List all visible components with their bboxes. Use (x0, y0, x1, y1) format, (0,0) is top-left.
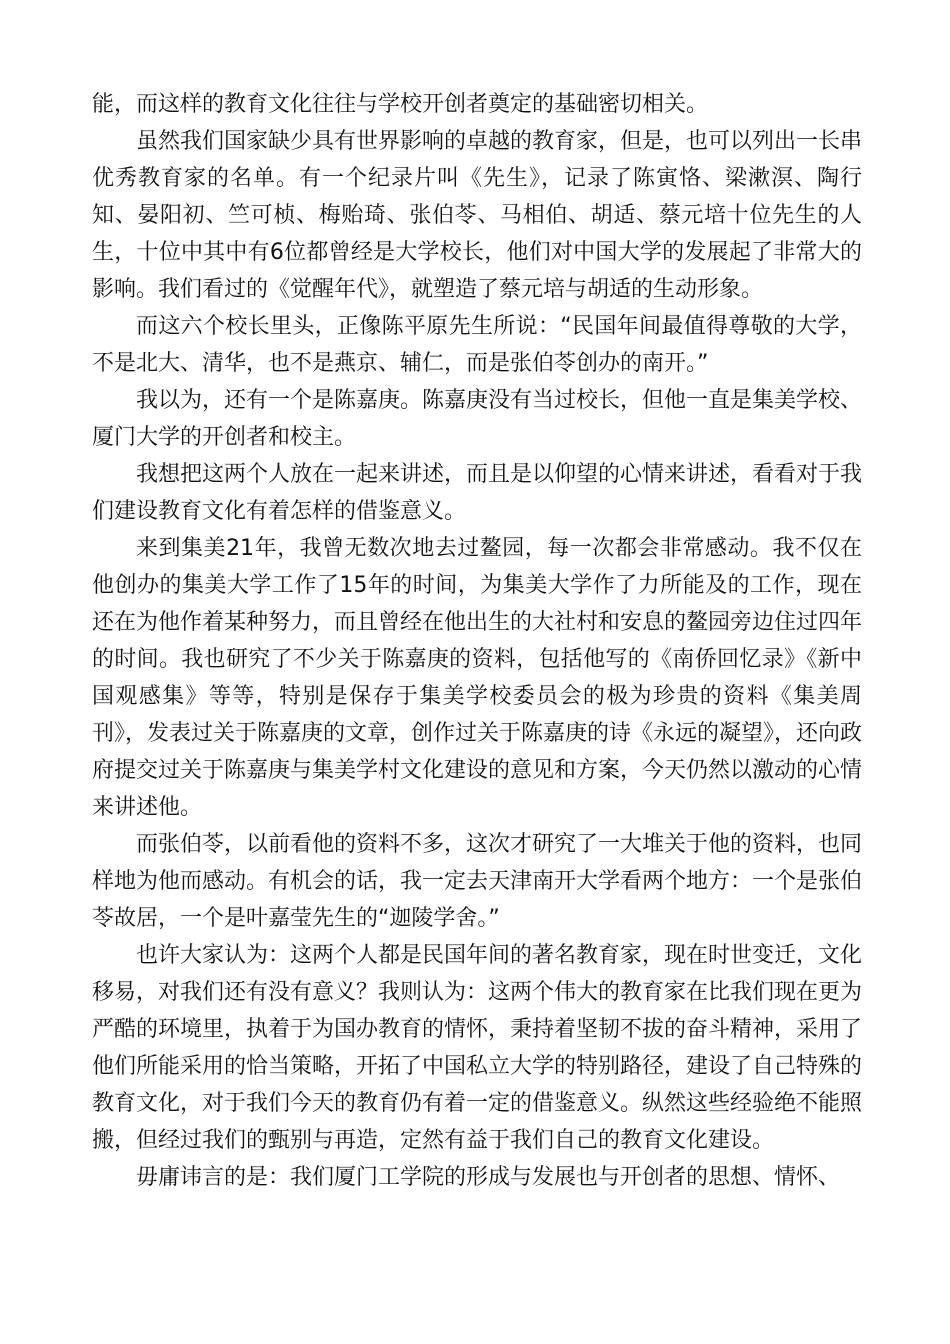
paragraph: 而这六个校长里头，正像陈平原先生所说：“民国年间最值得尊敬的大学，不是北大、清华，也不是燕京、辅仁，而是张伯苓创办的南开。” (92, 314, 862, 376)
paragraph: 虽然我们国家缺少具有世界影响的卓越的教育家，但是，也可以列出一长串优秀教育家的名单。有一个纪录片叫《先生》，记录了陈寅恪、梁漱溟、陶行知、晏阳初、竺可桢、梅贻琦、张伯苓、马相伯、胡适、蔡元培十位先生的人生，十位中其中有6位都曾经是大学校长，他们对中国大学的发展起了非常大的影响。我们看过的《觉醒年代》，就塑造了蔡元培与胡适的生动形象。 (92, 129, 863, 302)
paragraph: 也许大家认为：这两个人都是民国年间的著名教育家，现在时世变迁，文化移易，对我们还有没有意义？我则认为：这两个伟大的教育家在比我们现在更为严酷的环境里，执着于为国办教育的情怀，秉持着坚韧不拔的奋斗精神，采用了他们所能采用的恰当策略，开拓了中国私立大学的特别路径，建设了自己特殊的教育文化，对于我们今天的教育仍有着一定的借鉴意义。纵然这些经验绝不能照搬，但经过我们的甄别与再造，定然有益于我们自己的教育文化建设。 (92, 943, 863, 1153)
paragraph: 我想把这两个人放在一起来讲述，而且是以仰望的心情来讲述，看看对于我们建设教育文化有着怎样的借鉴意义。 (92, 462, 863, 524)
paragraph-continuation: 能，而这样的教育文化往往与学校开创者奠定的基础密切相关。 (92, 92, 709, 117)
paragraph: 毋庸讳言的是：我们厦门工学院的形成与发展也与开创者的思想、情怀、 (136, 1165, 841, 1190)
paragraph: 而张伯苓，以前看他的资料不多，这次才研究了一大堆关于他的资料，也同样地为他而感动。有机会的话，我一定去天津南开大学看两个地方：一个是张伯苓故居，一个是叶嘉莹先生的“迦陵学舍。” (92, 832, 863, 931)
paragraph: 来到集美21年，我曾无数次地去过鳌园，每一次都会非常感动。我不仅在他创办的集美大学工作了15年的时间，为集美大学作了力所能及的工作，现在还在为他作着某种努力，而且曾经在他出生的大社村和安息的鳌园旁边住过四年的时间。我也研究了不少关于陈嘉庚的资料，包括他写的《南侨回忆录》《新中国观感集》等等，特别是保存于集美学校委员会的极为珍贵的资料《集美周刊》，发表过关于陈嘉庚的文章，创作过关于陈嘉庚的诗《永远的凝望》，还向政府提交过关于陈嘉庚与集美学村文化建设的意见和方案，今天仍然以激动的心情来讲述他。 (92, 536, 863, 820)
paragraph: 我以为，还有一个是陈嘉庚。陈嘉庚没有当过校长，但他一直是集美学校、厦门大学的开创者和校主。 (92, 388, 863, 450)
document-page (92, 86, 862, 1196)
